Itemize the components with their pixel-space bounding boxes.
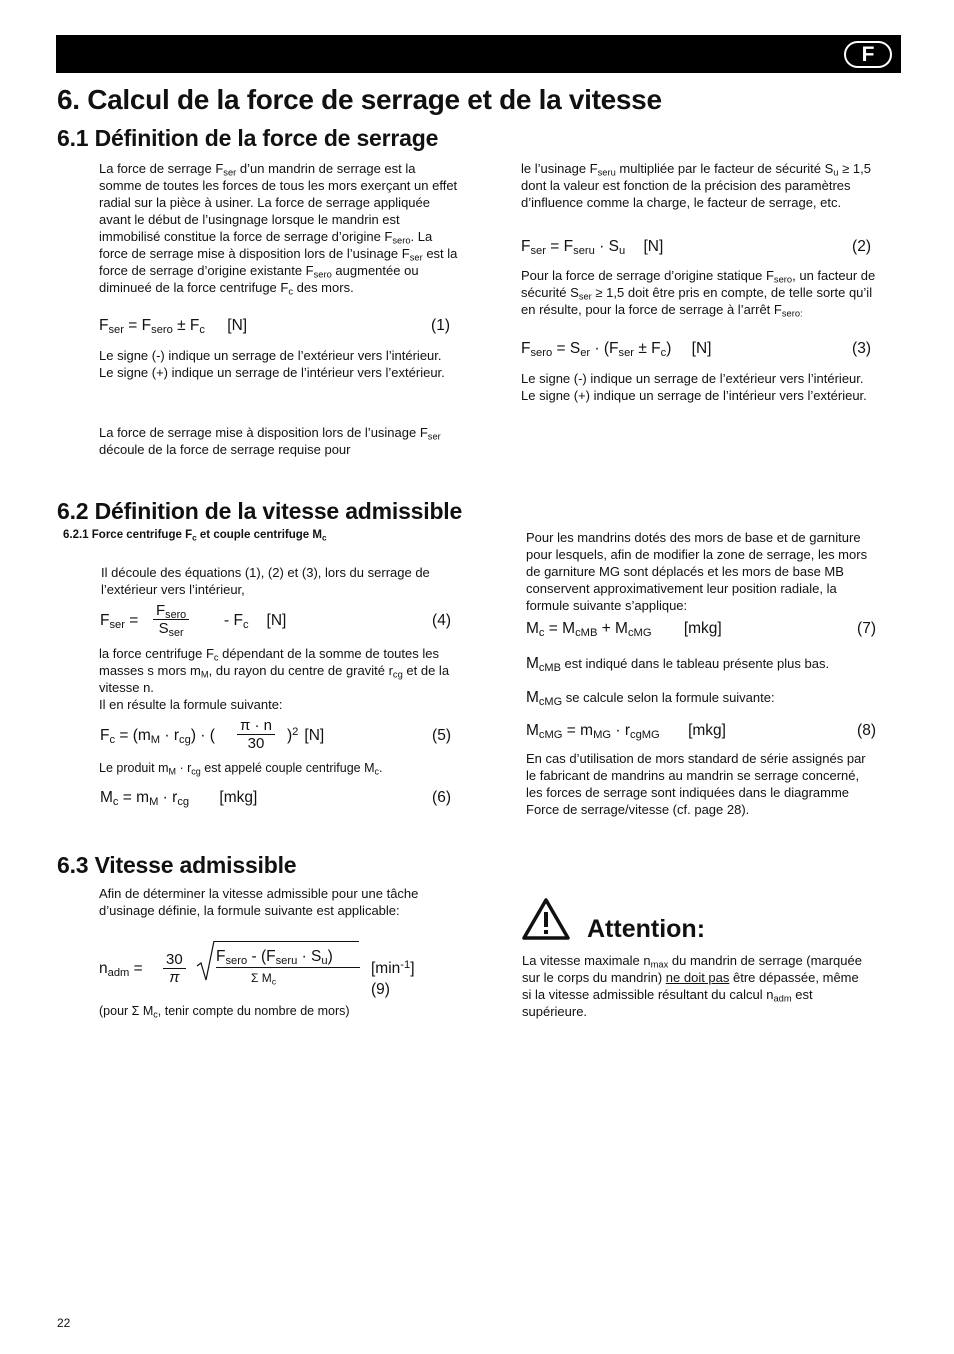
paragraph: la force centrifuge $F_c$ dépendant de la somme de toutes les masses s mors $m_M$, du rayon du centre de gravité $r_{cg}$ et de la vitesse n. Il en résulte la formule suivante: (99, 646, 450, 712)
paragraph: Pour la force de serrage d’origine statique $F_{sero}$, un facteur de sécurité $S_{ser} \ge 1,5$ doit être pris en compte, de telle sorte qu’il en résulte, pour la force de serrage à l’arrêt $F_{sero:}$ (521, 268, 876, 319)
equation-9-radicand: $F_{sero} - (F_{seru} \cdot S_u)$ (216, 948, 333, 968)
section-6-1-right-column: le l’usinage $F_{seru}$ multipliée par le facteur de sécurité $S_u \ge 1,5$ dont la valeur est fonction de la précision des paramètres d’influence comme la charge, le facteur de serrage, etc. (521, 161, 871, 210)
section-6-1-heading: 6.1 Définition de la force de serrage (57, 125, 439, 151)
page-number: 22 (57, 1316, 71, 1330)
mcmb-note: $M_{cMB}$ est indiqué dans le tableau présente plus bas. (526, 655, 830, 675)
paragraph: Pour les mandrins dotés des mors de base et de garniture pour lesquels, afin de modifier la zone de serrage, les mors de garniture MG sont déplacés et les mors de base MB conservent approximativement leur position radiale, la formule suivante s’applique: (526, 530, 868, 613)
equation-6: $M_c = m_M \cdot r_{cg}$ [mkg] (6) (100, 789, 451, 809)
attention-title: Attention: (587, 915, 706, 943)
equation-4: $F_{ser}$ = $F_{sero}$ $S_{ser}$ - $F_c$ [N] (4) (100, 602, 451, 640)
equation-1: $F_{ser} = F_{sero} \pm F_c$ [N] (1) (99, 317, 450, 337)
equation-9-coefficient: $\frac{30}{\pi}$ (163, 951, 186, 986)
equation-7: $M_c = M_{cMB} + M_{cMG}$ [mkg] (7) (526, 620, 876, 640)
equation-9-denominator: Σ $M_c$ (251, 971, 277, 987)
equation-8: $M_{cMG} = m_{MG} \cdot r_{cgMG}$ [mkg] (8) (526, 722, 876, 742)
sign-notes: Le signe (-) indique un serrage de l’extérieur vers l’intérieur. Le signe (+) indique un serrage de l’intérieur vers l’extérieur. (99, 348, 445, 380)
subsection-6-2-1-heading: 6.2.1 Force centrifuge $F_c$ et couple centrifuge $M_c$ (63, 529, 327, 543)
paragraph: Afin de déterminer la vitesse admissible pour une tâche d’usinage définie, la formule suivante est applicable: (99, 886, 419, 918)
square-root-bar (214, 941, 359, 942)
sign-notes: Le signe (-) indique un serrage de l’extérieur vers l’intérieur. Le signe (+) indique un serrage de l’intérieur vers l’extérieur. (521, 371, 867, 403)
paragraph: La force de serrage $F_{ser}$ d’un mandrin de serrage est la somme de toutes les forces de tous les mors exerçant un effet radial sur la pièce à usiner. La force de serrage appliquée avant le début de l’usingnage lorsque le mandrin est immobilisé constitue la force de serrage d’origine $F_{sero}$. La force de serrage mise à disposition lors de l’usinage $F_{ser}$ est la force de serrage d’origine existante $F_{sero}$ augmentée ou diminueé de la force centrifuge $F_c$ des mors. (99, 161, 458, 297)
square-root-sign (196, 940, 216, 984)
equation-9-lhs: $n_{adm}$ = (99, 960, 143, 980)
equation-5: $F_c = (m_M \cdot r_{cg})$ · ( $\frac{\pi \cdot n}{30}$ )$^2$ [N] (5) (100, 717, 451, 752)
paragraph: En cas d’utilisation de mors standard de série assignés par le fabricant de mandrins au mandrin se serrage concerné, les forces de serrage sont indiquées dans le diagramme Force de serrage/vitesse (cf. page 28). (526, 751, 866, 817)
paragraph: La force de serrage mise à disposition lors de l’usinage $F_{ser}$ découle de la force de serrage requise pour (99, 425, 441, 457)
language-badge: F (844, 41, 892, 68)
section-6-1-left-column (99, 160, 461, 296)
section-6-3-heading: 6.3 Vitesse admissible (57, 852, 297, 878)
attention-text: La vitesse maximale $n_{max}$ du mandrin de serrage (marquée sur le corps du mandrin) ne doit pas être dépassée, même si la vitesse admissible résultant du calcul $n_{adm}$ est supérieure. (522, 953, 862, 1019)
section-6-2-heading: 6.2 Définition de la vitesse admissible (57, 498, 463, 524)
equation-9-fraction-bar (216, 967, 360, 968)
warning-icon (521, 897, 571, 941)
equation-3: $F_{sero} = S_{er} \cdot (F_{ser} \pm F_c)$ [N] (3) (521, 340, 871, 360)
page-title: 6. Calcul de la force de serrage et de la vitesse (57, 84, 662, 115)
equation-9-note: (pour Σ $M_c$, tenir compte du nombre de mors) (99, 1004, 350, 1020)
equation-2: $F_{ser} = F_{seru} \cdot S_u$ [N] (2) (521, 238, 871, 258)
paragraph: Le produit $m_M \cdot r_{cg}$ est appelé couple centrifuge $M_c$. (99, 761, 383, 777)
paragraph: Il découle des équations (1), (2) et (3), lors du serrage de l’extérieur vers l’intérieur, (101, 565, 430, 597)
header-bar (56, 35, 901, 73)
mcmg-note: $M_{cMG}$ se calcule selon la formule suivante: (526, 689, 775, 709)
equation-9-unit: $[\min^{-1}]$ (9) (371, 958, 415, 998)
